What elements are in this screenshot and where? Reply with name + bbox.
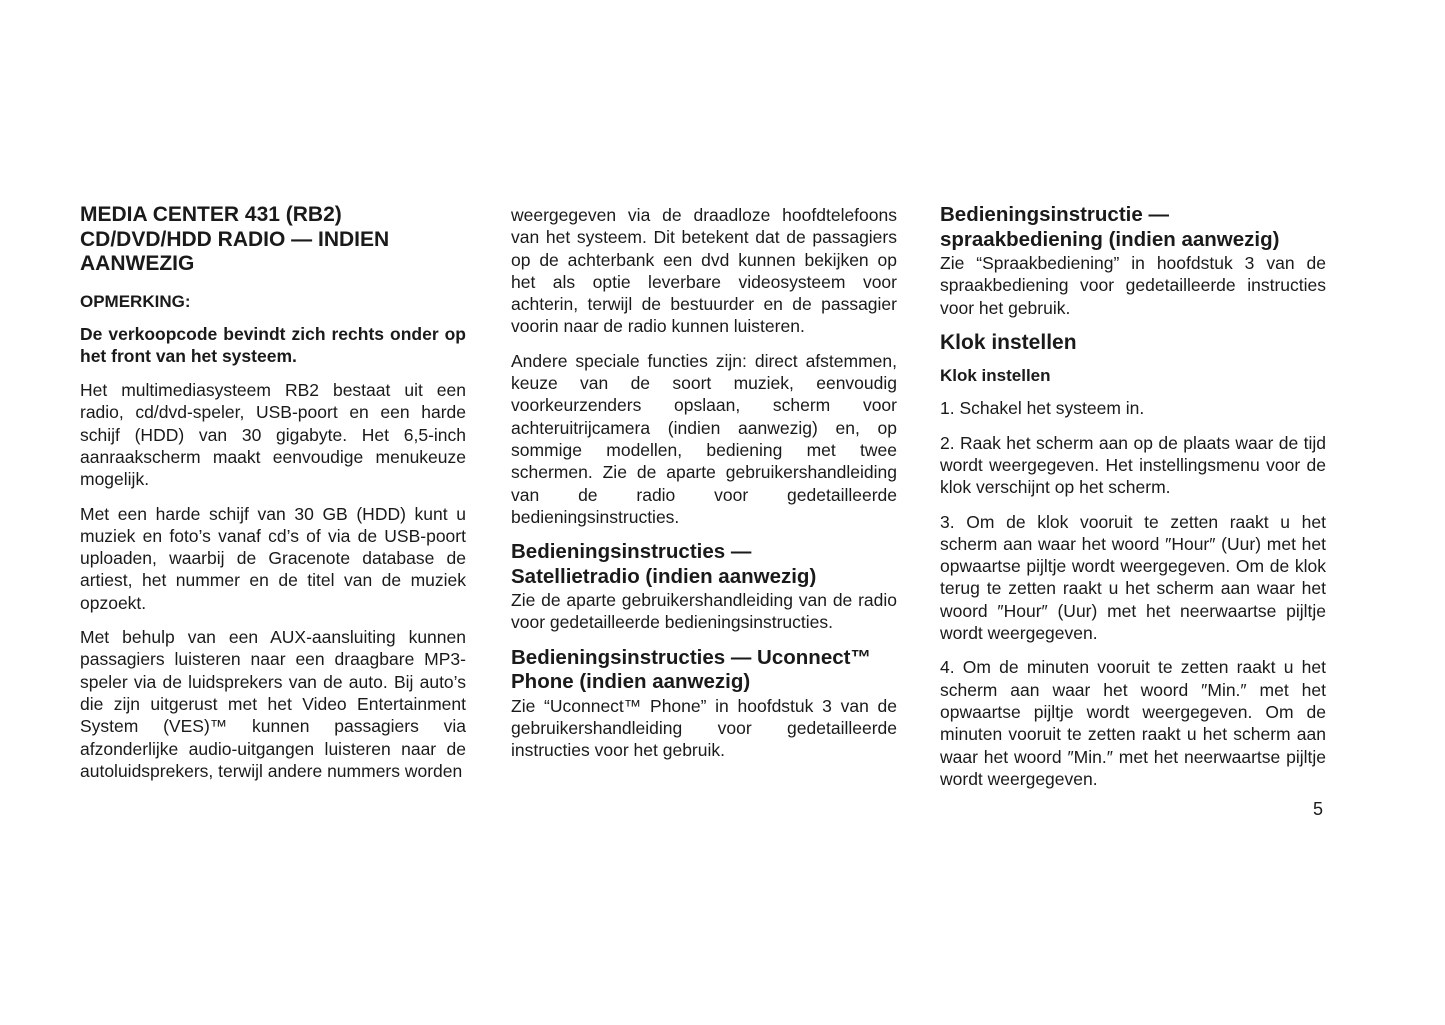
step-1: 1. Schakel het systeem in. xyxy=(940,398,1145,419)
heading-voice-control xyxy=(940,203,1326,252)
paragraph: weergegeven via de draadloze hoofdtelefoons van het systeem. Dit betekent dat de passagiers op de achterbank een dvd kunnen bekijken op het als optie leverbare videosysteem voor achterin, terwijl de bestuurder en de passagier voorin naar de radio kunnen luisteren. xyxy=(511,205,897,337)
note-label: OPMERKING: xyxy=(80,291,191,311)
title-line-2: CD/DVD/HDD RADIO — INDIEN xyxy=(80,227,390,251)
step-3: 3. Om de klok vooruit te zetten raakt u het scherm aan waar het woord ″Hour″ (Uur) met het opwaartse pijltje wordt weergegeven. Om de klok terug te zetten raakt u het scherm aan waar het woord ″Hour″ (Uur) met het neerwaartse pijltje wordt weergegeven. xyxy=(940,511,1326,644)
title-line-1: MEDIA CENTER 431 (RB2) xyxy=(80,203,342,226)
page-number: 5 xyxy=(1313,799,1324,819)
paragraph: Zie “Spraakbediening” in hoofdstuk 3 van de spraakbediening voor gedetailleerde instructies voor het gebruik. xyxy=(940,253,1326,318)
heading-line-1: Bedieningsinstructies — xyxy=(511,540,752,564)
paragraph: Zie “Uconnect™ Phone” in hoofdstuk 3 van de gebruikershandleiding voor gedetailleerde instructies voor het gebruik. xyxy=(511,695,897,761)
heading-uconnect-phone xyxy=(511,646,897,695)
paragraph: Het multimediasysteem RB2 bestaat uit een radio, cd/dvd-speler, USB-poort en een harde schijf (HDD) van 30 gigabyte. Het 6,5-inch aanraakscherm maakt eenvoudige menukeuze mogelijk. xyxy=(80,380,466,490)
heading-clock-setting: Klok instellen xyxy=(940,330,1077,354)
paragraph: Zie de aparte gebruikershandleiding van de radio voor gedetailleerde bedieningsinstructies. xyxy=(511,590,897,633)
paragraph: Met behulp van een AUX-aansluiting kunnen passagiers luisteren naar een draagbare MP3-speler via de luidsprekers van de auto. Bij auto’s die zijn uitgerust met het Video Entertainment System (VES)™ kunnen passagiers via afzonderlijke audio-uitgangen luisteren naar de autoluidsprekers, terwijl andere nummers worden xyxy=(80,627,466,781)
section-title-media-center xyxy=(80,203,466,277)
heading-line-1: Bedieningsinstructies — Uconnect™ xyxy=(511,645,871,669)
heading-satellite-radio xyxy=(511,540,897,589)
title-line-3: AANWEZIG xyxy=(80,252,195,275)
paragraph: Andere speciale functies zijn: direct afstemmen, keuze van de soort muziek, eenvoudig voorkeurzenders opslaan, scherm voor achteruitrijcamera (indien aanwezig) en, op sommige modellen, bediening met twee schermen. Zie de aparte gebruikershandleiding van de radio voor gedetailleerde bedieningsinstructies. xyxy=(511,350,897,527)
subheading-clock-setting: Klok instellen xyxy=(940,366,1051,386)
heading-line-2: Satellietradio (indien aanwezig) xyxy=(511,564,817,588)
column-2 xyxy=(511,204,897,774)
step-2: 2. Raak het scherm aan op de plaats waar de tijd wordt weergegeven. Het instellingsmenu voor de klok verschijnt op het scherm. xyxy=(940,432,1326,498)
column-3 xyxy=(940,203,1326,802)
column-1 xyxy=(80,203,466,794)
paragraph: Met een harde schijf van 30 GB (HDD) kunt u muziek en foto’s vanaf cd’s of via de USB-poort uploaden, waarbij de Gracenote database de artiest, het nummer en de titel van de muziek opzoekt. xyxy=(80,503,466,613)
heading-line-2: spraakbediening (indien aanwezig) xyxy=(940,227,1280,251)
step-4: 4. Om de minuten vooruit te zetten raakt u het scherm aan waar het woord ″Min.″ met het opwaartse pijltje wordt weergegeven. Om de minuten vooruit te zetten raakt u het scherm aan waar het woord ″Min.″ met het neerwaartse pijltje wordt weergegeven. xyxy=(940,657,1326,789)
heading-line-1: Bedieningsinstructie — xyxy=(940,203,1169,226)
note-text: De verkoopcode bevindt zich rechts onder op het front van het systeem. xyxy=(80,323,466,366)
heading-line-2: Phone (indien aanwezig) xyxy=(511,670,751,694)
